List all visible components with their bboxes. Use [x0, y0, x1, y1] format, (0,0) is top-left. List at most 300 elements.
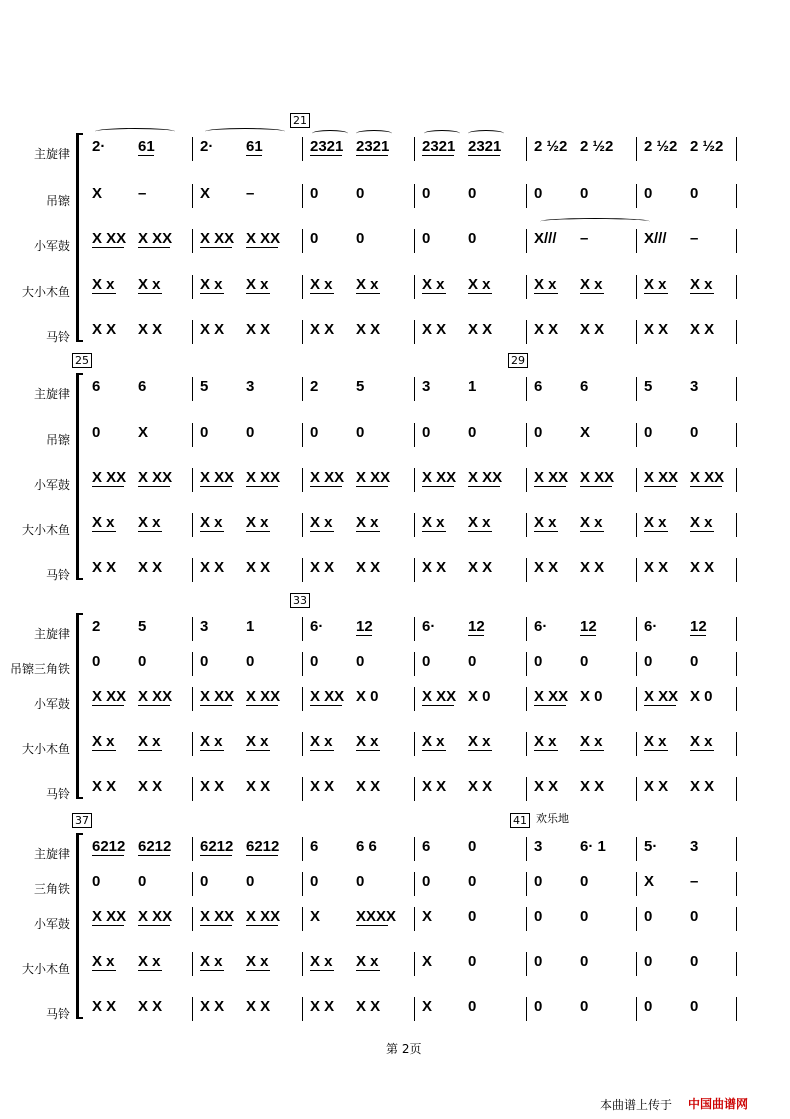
rehearsal-mark: 33	[290, 593, 310, 608]
instrument-label: 大小木鱼	[21, 742, 70, 756]
barline	[302, 777, 303, 801]
note-cell: 0	[310, 230, 319, 247]
note-cell: X X	[200, 321, 225, 338]
note-cell: 0	[644, 424, 653, 441]
note-cell: X x	[534, 276, 557, 293]
slur	[95, 128, 175, 135]
note-cell: X	[422, 953, 433, 970]
note-cell: X XX	[200, 469, 235, 486]
note-cell: 0	[92, 424, 101, 441]
note-cell: 0	[690, 953, 699, 970]
note-cell: X x	[690, 514, 713, 531]
barline	[414, 423, 415, 447]
instrument-label: 主旋律	[33, 847, 70, 861]
underline	[138, 925, 170, 926]
note-cell: X XX	[422, 688, 457, 705]
note-cell: X X	[422, 559, 447, 576]
note-cell: X x	[534, 733, 557, 750]
note-cell: 0	[356, 653, 365, 670]
underline	[422, 486, 454, 487]
underline	[92, 293, 116, 294]
note-cell: 0	[138, 653, 147, 670]
barline	[526, 423, 527, 447]
barline	[736, 997, 737, 1021]
note-cell: X x	[138, 514, 161, 531]
note-cell: 12	[356, 618, 373, 635]
barline	[192, 837, 193, 861]
note-cell: X	[422, 908, 433, 925]
note-cell: 12	[468, 618, 485, 635]
underline	[468, 486, 500, 487]
note-cell: 0	[310, 185, 319, 202]
note-cell: X X	[580, 778, 605, 795]
note-cell: 6212	[138, 838, 172, 855]
instrument-label: 马铃	[45, 568, 70, 582]
note-cell: X X	[246, 321, 271, 338]
underline	[580, 750, 604, 751]
note-cell: 6	[138, 378, 147, 395]
barline	[192, 137, 193, 161]
barline	[192, 377, 193, 401]
barline	[414, 184, 415, 208]
barline	[526, 872, 527, 896]
barline	[302, 952, 303, 976]
barline	[736, 184, 737, 208]
underline	[138, 855, 170, 856]
note-cell: X X	[356, 321, 381, 338]
note-cell: 2	[310, 378, 319, 395]
underline	[422, 705, 454, 706]
note-cell: 6·	[534, 618, 548, 635]
note-cell: X x	[534, 514, 557, 531]
barline	[636, 184, 637, 208]
note-cell: X x	[200, 733, 223, 750]
note-cell: 0	[468, 653, 477, 670]
barline	[302, 229, 303, 253]
note-cell: X XX	[200, 688, 235, 705]
note-cell: 0	[92, 653, 101, 670]
note-cell: 2321	[468, 138, 502, 155]
barline	[192, 732, 193, 756]
page-number: 第 2页	[386, 1042, 422, 1056]
note-cell: 2321	[422, 138, 456, 155]
underline	[690, 635, 706, 636]
note-cell: 3	[534, 838, 543, 855]
note-cell: X XX	[246, 908, 281, 925]
note-cell: X XX	[246, 230, 281, 247]
note-cell: X XX	[644, 688, 679, 705]
barline	[526, 732, 527, 756]
note-cell: X X	[200, 998, 225, 1015]
underline	[644, 486, 676, 487]
note-cell: 5	[356, 378, 365, 395]
note-cell: 0	[690, 908, 699, 925]
note-cell: X 0	[690, 688, 713, 705]
note-cell: –	[246, 185, 255, 202]
barline	[526, 617, 527, 641]
note-cell: X X	[468, 559, 493, 576]
underline	[246, 531, 270, 532]
note-cell: X X	[690, 778, 715, 795]
note-cell: 2 ½2	[534, 138, 568, 155]
note-cell: 6·	[644, 618, 658, 635]
underline	[310, 531, 334, 532]
footer-text: 本曲谱上传于	[600, 1098, 673, 1112]
underline	[200, 293, 224, 294]
barline	[526, 558, 527, 582]
barline	[526, 952, 527, 976]
note-cell: X///	[534, 230, 557, 247]
barline	[526, 652, 527, 676]
note-cell: 0	[644, 908, 653, 925]
barline	[192, 468, 193, 492]
note-cell: X XX	[310, 469, 345, 486]
note-cell: X	[644, 873, 655, 890]
barline	[526, 687, 527, 711]
barline	[526, 777, 527, 801]
underline	[92, 531, 116, 532]
note-cell: X XX	[246, 469, 281, 486]
note-cell: X X	[246, 998, 271, 1015]
underline	[468, 635, 484, 636]
barline	[636, 229, 637, 253]
note-cell: X x	[422, 514, 445, 531]
note-cell: 0	[468, 998, 477, 1015]
note-cell: X XX	[138, 688, 173, 705]
note-cell: X X	[580, 321, 605, 338]
note-cell: 6·	[422, 618, 436, 635]
barline	[302, 275, 303, 299]
underline	[92, 925, 124, 926]
note-cell: X x	[356, 733, 379, 750]
barline	[526, 137, 527, 161]
underline	[310, 293, 334, 294]
barline	[736, 320, 737, 344]
barline	[736, 423, 737, 447]
barline	[736, 229, 737, 253]
note-cell: 1	[246, 618, 255, 635]
underline	[690, 531, 714, 532]
note-cell: X x	[246, 953, 269, 970]
note-cell: 0	[356, 230, 365, 247]
underline	[690, 293, 714, 294]
underline	[534, 705, 566, 706]
underline	[690, 486, 722, 487]
underline	[138, 247, 170, 248]
instrument-label: 小军鼓	[33, 697, 70, 711]
note-cell: 0	[690, 653, 699, 670]
barline	[192, 558, 193, 582]
note-cell: 6	[310, 838, 319, 855]
underline	[92, 855, 124, 856]
barline	[526, 377, 527, 401]
underline	[580, 635, 596, 636]
barline	[192, 423, 193, 447]
note-cell: X XX	[92, 230, 127, 247]
barline	[636, 907, 637, 931]
underline	[580, 486, 612, 487]
rehearsal-mark: 29	[508, 353, 528, 368]
rehearsal-mark: 41	[510, 813, 530, 828]
underline	[356, 635, 372, 636]
note-cell: –	[690, 873, 699, 890]
underline	[422, 531, 446, 532]
note-cell: X X	[690, 559, 715, 576]
note-cell: X XX	[92, 908, 127, 925]
underline	[644, 750, 668, 751]
note-cell: 0	[468, 838, 477, 855]
barline	[302, 837, 303, 861]
barline	[636, 320, 637, 344]
note-cell: 0	[644, 185, 653, 202]
barline	[414, 377, 415, 401]
note-cell: X X	[200, 778, 225, 795]
barline	[302, 872, 303, 896]
note-cell: X X	[534, 778, 559, 795]
system-bracket	[76, 833, 79, 1019]
note-cell: X XX	[534, 688, 569, 705]
barline	[192, 275, 193, 299]
barline	[526, 184, 527, 208]
note-cell: X x	[468, 276, 491, 293]
bracket-cap-bottom	[76, 797, 83, 799]
note-cell: X x	[200, 514, 223, 531]
note-cell: 0	[356, 873, 365, 890]
note-cell: X x	[468, 733, 491, 750]
note-cell: 0	[200, 424, 209, 441]
instrument-label: 吊镲	[45, 433, 70, 447]
underline	[246, 970, 270, 971]
instrument-label: 三角铁	[33, 882, 70, 896]
note-cell: X	[310, 908, 321, 925]
note-cell: X x	[138, 953, 161, 970]
system-bracket	[76, 133, 79, 342]
barline	[636, 777, 637, 801]
note-cell: 2	[92, 618, 101, 635]
note-cell: X X	[310, 559, 335, 576]
underline	[138, 750, 162, 751]
note-cell: 5	[200, 378, 209, 395]
slur	[205, 128, 285, 135]
note-cell: X x	[468, 514, 491, 531]
note-cell: X X	[246, 778, 271, 795]
instrument-label: 大小木鱼	[21, 962, 70, 976]
barline	[192, 907, 193, 931]
barline	[636, 137, 637, 161]
note-cell: X 0	[580, 688, 603, 705]
note-cell: X X	[310, 321, 335, 338]
underline	[200, 531, 224, 532]
note-cell: 3	[246, 378, 255, 395]
note-cell: X x	[92, 953, 115, 970]
barline	[414, 997, 415, 1021]
note-cell: X x	[310, 276, 333, 293]
underline	[246, 705, 278, 706]
underline	[580, 531, 604, 532]
note-cell: 0	[580, 185, 589, 202]
note-cell: X XX	[468, 469, 503, 486]
underline	[200, 247, 232, 248]
underline	[310, 750, 334, 751]
note-cell: 0	[468, 908, 477, 925]
underline	[200, 705, 232, 706]
note-cell: 0	[422, 185, 431, 202]
underline	[644, 293, 668, 294]
underline	[534, 750, 558, 751]
note-cell: 0	[138, 873, 147, 890]
note-cell: X XX	[92, 688, 127, 705]
barline	[302, 468, 303, 492]
note-cell: 6	[534, 378, 543, 395]
barline	[302, 907, 303, 931]
bracket-cap-top	[76, 833, 83, 835]
instrument-label: 吊镲	[45, 194, 70, 208]
barline	[192, 229, 193, 253]
barline	[414, 558, 415, 582]
barline	[302, 652, 303, 676]
barline	[636, 837, 637, 861]
note-cell: X X	[92, 998, 117, 1015]
barline	[414, 513, 415, 537]
note-cell: X x	[310, 514, 333, 531]
barline	[192, 872, 193, 896]
barline	[302, 997, 303, 1021]
note-cell: X x	[644, 276, 667, 293]
note-cell: X X	[534, 321, 559, 338]
note-cell: X X	[534, 559, 559, 576]
barline	[414, 275, 415, 299]
note-cell: 0	[580, 653, 589, 670]
barline	[414, 872, 415, 896]
note-cell: 0	[468, 230, 477, 247]
system-bracket	[76, 613, 79, 799]
note-cell: X x	[246, 276, 269, 293]
barline	[414, 777, 415, 801]
note-cell: X	[92, 185, 103, 202]
barline	[636, 952, 637, 976]
note-cell: 0	[580, 908, 589, 925]
barline	[302, 558, 303, 582]
barline	[192, 952, 193, 976]
note-cell: 0	[422, 873, 431, 890]
note-cell: 0	[422, 230, 431, 247]
note-cell: X X	[644, 778, 669, 795]
note-cell: X x	[92, 514, 115, 531]
barline	[526, 229, 527, 253]
note-cell: X x	[690, 276, 713, 293]
note-cell: X x	[200, 276, 223, 293]
note-cell: X X	[138, 778, 163, 795]
note-cell: 2 ½2	[580, 138, 614, 155]
barline	[636, 617, 637, 641]
instrument-label: 马铃	[45, 787, 70, 801]
barline	[736, 513, 737, 537]
barline	[736, 275, 737, 299]
barline	[736, 468, 737, 492]
note-cell: X x	[138, 733, 161, 750]
note-cell: X X	[644, 321, 669, 338]
barline	[192, 320, 193, 344]
note-cell: X X	[356, 778, 381, 795]
note-cell: 0	[468, 953, 477, 970]
barline	[192, 617, 193, 641]
note-cell: 61	[138, 138, 155, 155]
slur	[468, 130, 504, 137]
note-cell: 0	[690, 998, 699, 1015]
note-cell: X x	[580, 733, 603, 750]
bracket-cap-top	[76, 373, 83, 375]
barline	[192, 997, 193, 1021]
note-cell: 2·	[92, 138, 106, 155]
note-cell: X x	[92, 733, 115, 750]
barline	[526, 468, 527, 492]
note-cell: X x	[644, 514, 667, 531]
barline	[302, 617, 303, 641]
underline	[356, 155, 388, 156]
note-cell: X X	[92, 778, 117, 795]
note-cell: X x	[580, 276, 603, 293]
note-cell: X X	[468, 321, 493, 338]
note-cell: X X	[246, 559, 271, 576]
note-cell: X x	[310, 733, 333, 750]
note-cell: 61	[246, 138, 263, 155]
note-cell: X XX	[138, 908, 173, 925]
underline	[310, 486, 342, 487]
underline	[246, 293, 270, 294]
barline	[414, 617, 415, 641]
instrument-label: 吊镲三角铁	[9, 662, 70, 676]
barline	[192, 687, 193, 711]
underline	[356, 925, 388, 926]
underline	[246, 925, 278, 926]
underline	[356, 750, 380, 751]
note-cell: X X	[580, 559, 605, 576]
underline	[200, 925, 232, 926]
underline	[356, 486, 388, 487]
instrument-label: 主旋律	[33, 627, 70, 641]
barline	[192, 652, 193, 676]
note-cell: 0	[422, 424, 431, 441]
underline	[468, 750, 492, 751]
note-cell: X XX	[690, 469, 725, 486]
note-cell: 0	[644, 998, 653, 1015]
note-cell: X///	[644, 230, 667, 247]
barline	[302, 184, 303, 208]
underline	[200, 486, 232, 487]
underline	[200, 970, 224, 971]
note-cell: 0	[422, 653, 431, 670]
note-cell: 2 ½2	[644, 138, 678, 155]
barline	[414, 320, 415, 344]
barline	[192, 513, 193, 537]
underline	[310, 155, 342, 156]
barline	[526, 837, 527, 861]
note-cell: 6212	[200, 838, 234, 855]
underline	[356, 293, 380, 294]
note-cell: X x	[422, 276, 445, 293]
slur	[424, 130, 460, 137]
note-cell: X 0	[468, 688, 491, 705]
note-cell: 0	[92, 873, 101, 890]
barline	[526, 320, 527, 344]
barline	[736, 652, 737, 676]
note-cell: 2 ½2	[690, 138, 724, 155]
barline	[736, 687, 737, 711]
note-cell: X XX	[310, 688, 345, 705]
barline	[636, 652, 637, 676]
note-cell: 0	[534, 908, 543, 925]
barline	[636, 872, 637, 896]
